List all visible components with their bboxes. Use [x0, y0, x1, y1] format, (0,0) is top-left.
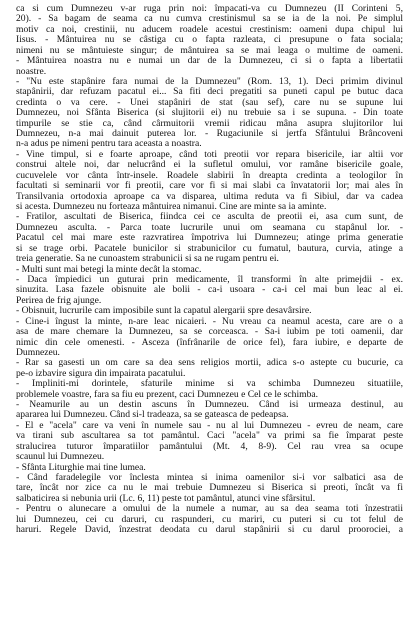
text-line: Perirea de frig ajunge.: [16, 295, 102, 306]
text-line: - Rar sa gasesti un om care sa dea sens religios mortii, adica s-o astepte cu bucurie, ca: [16, 358, 403, 369]
text-line: apararea lui Dumnezeu. Când si-l tradeaza, sa se gateasca de pedeapsa.: [16, 410, 289, 421]
text-line: Iisus. - Mântuirea nu se câstiga cu o fapta razleata, ci presupune o fata sociala;: [16, 35, 403, 46]
text-line: - Vine timpul, si e foarte aproape, când toti preotii vor repara bisericile, iar altii vor: [16, 149, 403, 160]
text-line: noastre.: [16, 66, 47, 77]
text-line: Dumnezeu asculta. - Parca toate lucrurile unui om seamana cu stapânul lor. -: [16, 222, 403, 233]
text-line: motiv ca noi, crestinii, nu aducem roadele acestui crestinism: oameni dupa chipul lui: [16, 24, 403, 35]
text-line: Pacatul cel mai mare este razvratirea împotriva lui Dumnezeu; atinge prima generatie: [16, 233, 403, 244]
text-line: salbaticirea si nebunia urii (Lc. 6, 11) peste tot pamântul, atunci vine sfârsitul.: [16, 493, 316, 504]
text-line: - Obisnuit, lucrurile cam imposibile sunt la capatul alergarii spre desavârsire.: [16, 306, 312, 317]
text-line: - Împliniti-mi dorintele, sfaturile minime si va schimba Dumnezeu situatiile,: [16, 379, 403, 390]
text-line: treia generatie. Sa ne cunoastem strabunicii si sa ne rugam pentru ei.: [16, 254, 279, 265]
text-line: - Pentru o alunecare a omului de la numele a numar, au sa dea seama toti înzestratii: [16, 504, 403, 515]
text-line: cucuvelele vor cânta într-insele. Roadele slabirii în dreapta credinta a teologilor în: [16, 170, 403, 181]
text-line: stralucirea tuturor împaratiilor pamântului (Mt. 4, 8-9). Cel rau vrea sa ocupe: [16, 441, 403, 452]
text-line: - Fratilor, ascultati de Biserica, fiindca cei ce asculta de preotii ei, asa cum sunt, de: [16, 212, 403, 223]
text-line: timpurile se stie ca, când cârmuitorii vremii ridicau mâna asupra slujitorilor lui: [16, 118, 403, 129]
text-line: credinta o va cere. - Unei stapâniri de stat (sau sef), care nu se supune lui: [16, 97, 403, 108]
text-line: si se trage orbi. Pacatele bunicilor si strabunicilor cu fumatul, bautura, curvia, atinge a: [16, 243, 403, 254]
text-line: - Neamurile au un destin ascuns în Dumnezeu. Când isi urmeaza destinul, au: [16, 400, 403, 411]
text-line: - Când faradelegile vor înclesta mintea si inima oamenilor si-i vor salbatici asa de: [16, 472, 403, 483]
text-line: lui Dumnezeu, cei cu daruri, cu raspunderi, cu mariri, cu puteri si cu tot felul de: [16, 514, 403, 525]
text-line: haruri. Regele David, înzestrat deodata cu darul stapânirii si cu darul proorociei, a: [16, 525, 403, 536]
text-line: - El e "acela" care va veni în numele sau - nu al lui Dumnezeu - evreu de neam, care: [16, 420, 403, 431]
text-line: n-a adus pe nimeni pentru tara aceasta a noastra.: [16, 139, 202, 150]
text-line: tare, încât nor zice ca nu le mai trebuie Dumnezeu si Biserica si preoti, încât va fi: [16, 483, 403, 494]
text-line: asa de mare chemare la Dumnezeu, sa se corceasca. - Sa-i iubim pe toti oamenii, dar: [16, 327, 403, 338]
text-line: Dumnezeu.: [16, 347, 60, 358]
text-line: va tirani sub ascultarea sa tot pamântul. Caci "acela" va primi sa fie împarat peste: [16, 431, 403, 442]
text-line: pe-o izbavire sigura din impairata pacatului.: [16, 368, 186, 379]
text-line: problemele voastre, fara sa fiu eu prezent, caci Dumnezeu e Cel ce le schimba.: [16, 389, 319, 400]
text-line: Dumnezeu, noi Sfânta Biserica (si slujitorii ei) nu trebuie sa i se supuna. - Din toate: [16, 108, 403, 119]
text-line: Dumnezeu, n-a mai dainuit puterea lor. - Rugaciunile si jertfa Sfântului Brâncoveni: [16, 129, 403, 140]
text-line: - Sfânta Liturghie mai tine lumea.: [16, 462, 146, 473]
text-line: ca si cum Dumnezeu v-ar ruga prin noi: împacati-va cu Dumnezeu (II Corinteni 5,: [16, 4, 403, 14]
text-line: - Multi sunt mai betegi la minte decât la stomac.: [16, 264, 202, 275]
text-line: Transilvania ortodoxia aproape ca va disparea, ultima reduta va fi Sibiul, dar va cadea: [16, 191, 403, 202]
text-line: - Mântuirea noastra nu e numai un dar de la Dumnezeu, ci si o fapta a libertatii: [16, 56, 403, 67]
text-line: scaunul lui Dumnezeu.: [16, 452, 105, 463]
text-line: facultati si seminarii vor fi preotii, care vor fi si mai slabi ca învatatorii lor; mai ales în: [16, 181, 403, 192]
text-line: - Daca împiedici un guturai prin medicamente, îl transformi în alte primejdii - ex.: [16, 274, 403, 285]
text-line: nimeni nu se mântuieste singur; de mântuirea sa se mai leaga o multime de oameni.: [16, 45, 403, 56]
text-line: stapânirii, dar refuzam pacatul ei... Sa fiti deci pregatiti sa puneti capul pe butuc daca: [16, 87, 403, 98]
text-line: - Cine-i îngust la minte, n-are leac nicaieri. - Nu vreau ca neamul acesta, care are o a: [16, 316, 403, 327]
text-line: nimic din cele omenesti. - Asceza (înfrânarile de orice fel), fara iubire, e departe de: [16, 337, 403, 348]
text-line: - "Nu este stapânire fara numai de la Dumnezeu" (Rom. 13, 1). Deci primim divinul: [16, 76, 403, 87]
text-line: construi altele noi, dar nelucrând ei la sufletul omului, vor ramâne bisericile goale,: [16, 160, 403, 171]
text-line: si acesta. Dumnezeu nu forteaza mântuirea nimanui. Cine are minte sa ia aminte.: [16, 202, 327, 213]
text-line: 20). - Sa bagam de seama ca nu cumva crestinismul sa se ia de la noi. Pe simplul: [16, 14, 403, 25]
text-line: sinuzita. Lasa fazele obisnuite ale bolii - ca-i usoara - ca-i cel mai bun leac al ei.: [16, 285, 403, 296]
